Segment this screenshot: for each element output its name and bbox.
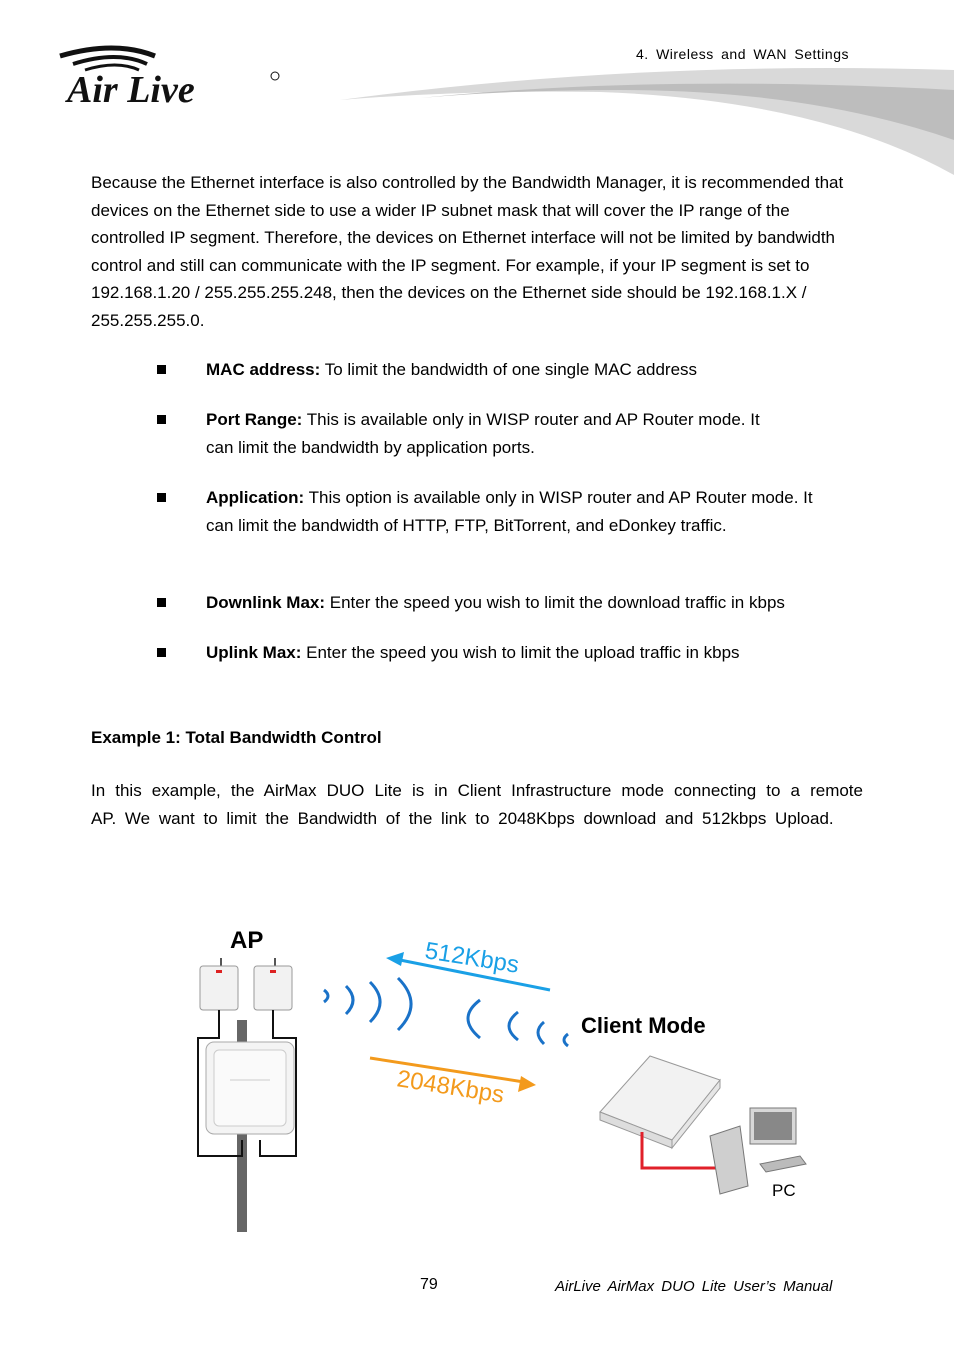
upload-label: 512Kbps bbox=[423, 937, 521, 979]
intro-paragraph: Because the Ethernet interface is also controlled by the Bandwidth Manager, it is recommended that devices on the Ethernet side to use a wider IP subnet mask that will cover the IP range of the controlled IP segment. Therefore, the devices on Ethernet interface will not be limited by bandwidth control and still can communicate with the IP segment. For example, if your IP segment is set to 192.168.1.20 / 255.255.255.248, then the devices on the Ethernet side should be 192.168.1.X / 255.255.255.0. bbox=[91, 173, 844, 330]
example-heading: Example 1: Total Bandwidth Control bbox=[91, 728, 382, 747]
bullet-term: MAC address: bbox=[206, 360, 321, 379]
ap-antenna-right bbox=[254, 958, 292, 1010]
bullet-text: Enter the speed you wish to limit the download traffic in kbps bbox=[325, 593, 785, 612]
bullet-text: This is available only in WISP router and AP Router mode. It can limit the bandwidth by application ports. bbox=[206, 410, 760, 457]
bullet-square bbox=[157, 365, 166, 374]
ap-antenna-left bbox=[200, 958, 238, 1010]
chapter-title: 4. Wireless and WAN Settings bbox=[636, 46, 849, 62]
header-swoosh bbox=[340, 60, 954, 180]
pc-label: PC bbox=[772, 1181, 796, 1200]
manual-title: AirLive AirMax DUO Lite User’s Manual bbox=[555, 1278, 833, 1295]
bandwidth-diagram bbox=[180, 920, 830, 1240]
wireless-waves bbox=[324, 978, 568, 1046]
svg-text:Air Live: Air Live bbox=[67, 69, 195, 110]
bullet-term: Application: bbox=[206, 488, 305, 507]
ap-label: AP bbox=[230, 927, 264, 954]
airlive-logo bbox=[55, 38, 285, 110]
bullet-square bbox=[157, 493, 166, 502]
example-paragraph: In this example, the AirMax DUO Lite is in Client Infrastructure mode connecting to a remote AP. We want to limit the Bandwidth of the link to 2048Kbps download and 512kbps Upload. bbox=[91, 781, 863, 828]
bullet-square bbox=[157, 415, 166, 424]
bullet-term: Uplink Max: bbox=[206, 643, 302, 662]
ap-device bbox=[206, 1042, 294, 1134]
page-number: 79 bbox=[420, 1276, 438, 1293]
bullet-text: Enter the speed you wish to limit the upload traffic in kbps bbox=[301, 643, 740, 662]
client-device bbox=[600, 1056, 720, 1148]
bullet-square bbox=[157, 598, 166, 607]
bullet-text: To limit the bandwidth of one single MAC address bbox=[320, 360, 698, 379]
bullet-square bbox=[157, 648, 166, 657]
bullet-term: Port Range: bbox=[206, 410, 303, 429]
bullet-text: This option is available only in WISP router and AP Router mode. It can limit the bandwidth of HTTP, FTP, BitTorrent, and eDonkey traffic. bbox=[206, 488, 813, 535]
download-label: 2048Kbps bbox=[395, 1065, 507, 1109]
client-mode-label: Client Mode bbox=[581, 1013, 706, 1038]
bullet-term: Downlink Max: bbox=[206, 593, 326, 612]
